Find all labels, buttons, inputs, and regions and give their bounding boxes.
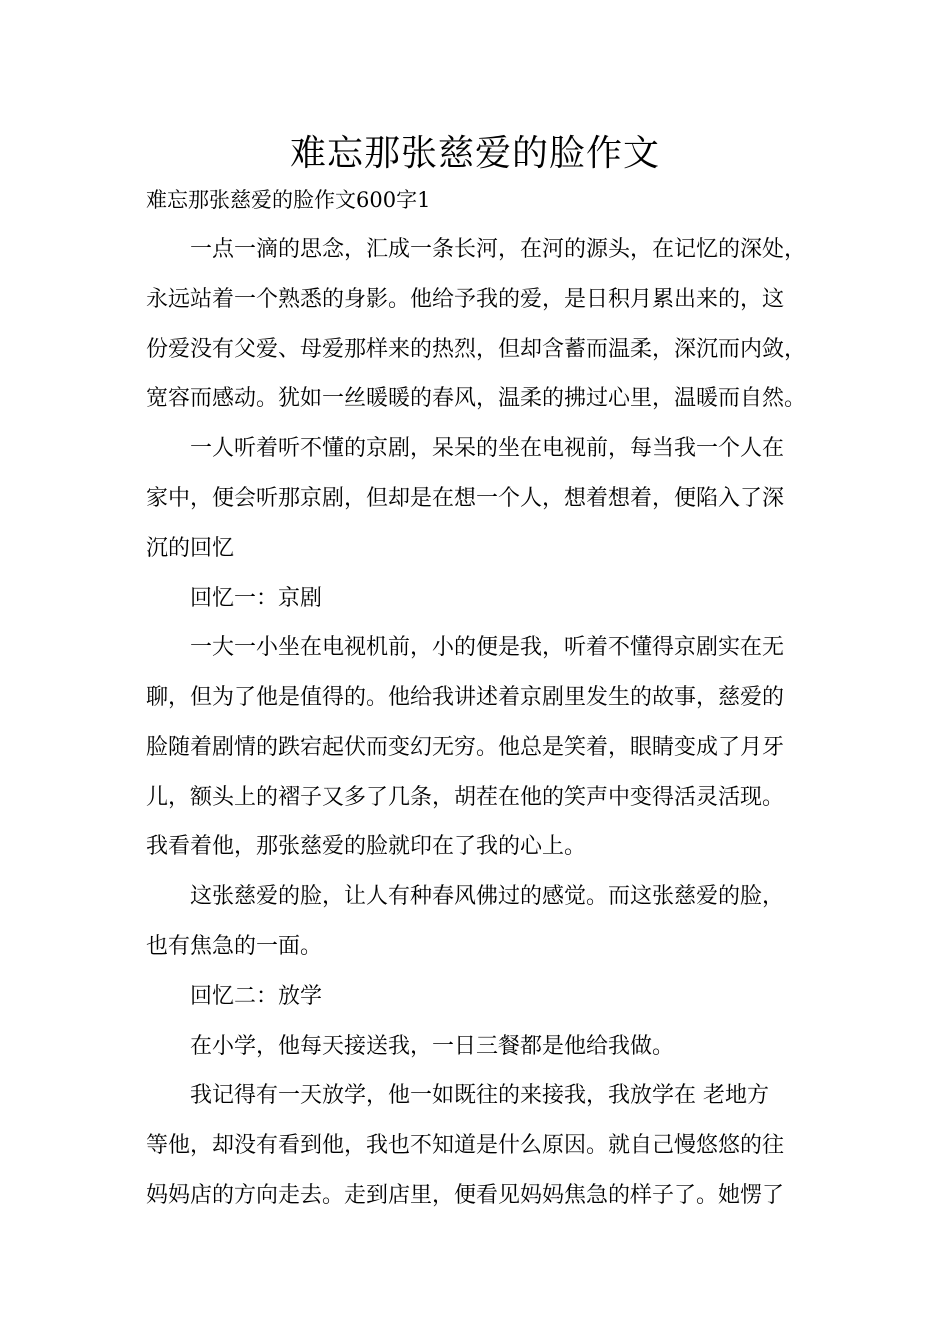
- text-line: 一大一小坐在电视机前，小的便是我，听着不懂得京剧实在无: [190, 635, 785, 660]
- section-heading: 回忆一：京剧: [190, 586, 323, 611]
- text-line: 儿，额头上的褶子又多了几条，胡茬在他的笑声中变得活灵活现。: [146, 785, 785, 810]
- text-line: 我看着他，那张慈爱的脸就印在了我的心上。: [146, 834, 587, 859]
- text-line: 我记得有一天放学，他一如既往的来接我，我放学在 老地方: [190, 1083, 769, 1108]
- document-subtitle: 难忘那张慈爱的脸作文600字1: [146, 188, 431, 212]
- text-line: 沉的回忆: [146, 536, 235, 561]
- text-line: 等他，却没有看到他，我也不知道是什么原因。就自己慢悠悠的往: [146, 1133, 785, 1158]
- text-line: 也有焦急的一面。: [146, 934, 323, 959]
- text-line: 在小学，他每天接送我，一日三餐都是他给我做。: [190, 1034, 675, 1059]
- document-title: 难忘那张慈爱的脸作文: [289, 133, 660, 174]
- text-line: 妈妈店的方向走去。走到店里，便看见妈妈焦急的样子了。她愣了: [146, 1183, 785, 1208]
- section-heading: 回忆二：放学: [190, 984, 323, 1009]
- text-line: 一点一滴的思念，汇成一条长河，在河的源头，在记忆的深处，: [190, 237, 807, 262]
- text-line: 这张慈爱的脸，让人有种春风佛过的感觉。而这张慈爱的脸，: [190, 884, 785, 909]
- text-line: 宽容而感动。犹如一丝暖暖的春风，温柔的拂过心里，温暖而自然。: [146, 386, 807, 411]
- text-line: 永远站着一个熟悉的身影。他给予我的爱，是日积月累出来的，这: [146, 287, 785, 312]
- text-line: 脸随着剧情的跌宕起伏而变幻无穷。他总是笑着，眼睛变成了月牙: [146, 735, 785, 760]
- text-line: 聊，但为了他是值得的。他给我讲述着京剧里发生的故事，慈爱的: [146, 685, 785, 710]
- text-line: 家中，便会听那京剧，但却是在想一个人，想着想着，便陷入了深: [146, 486, 785, 511]
- text-line: 一人听着听不懂的京剧，呆呆的坐在电视前，每当我一个人在: [190, 436, 785, 461]
- text-line: 份爱没有父爱、母爱那样来的热烈，但却含蓄而温柔，深沉而内敛，: [146, 337, 807, 362]
